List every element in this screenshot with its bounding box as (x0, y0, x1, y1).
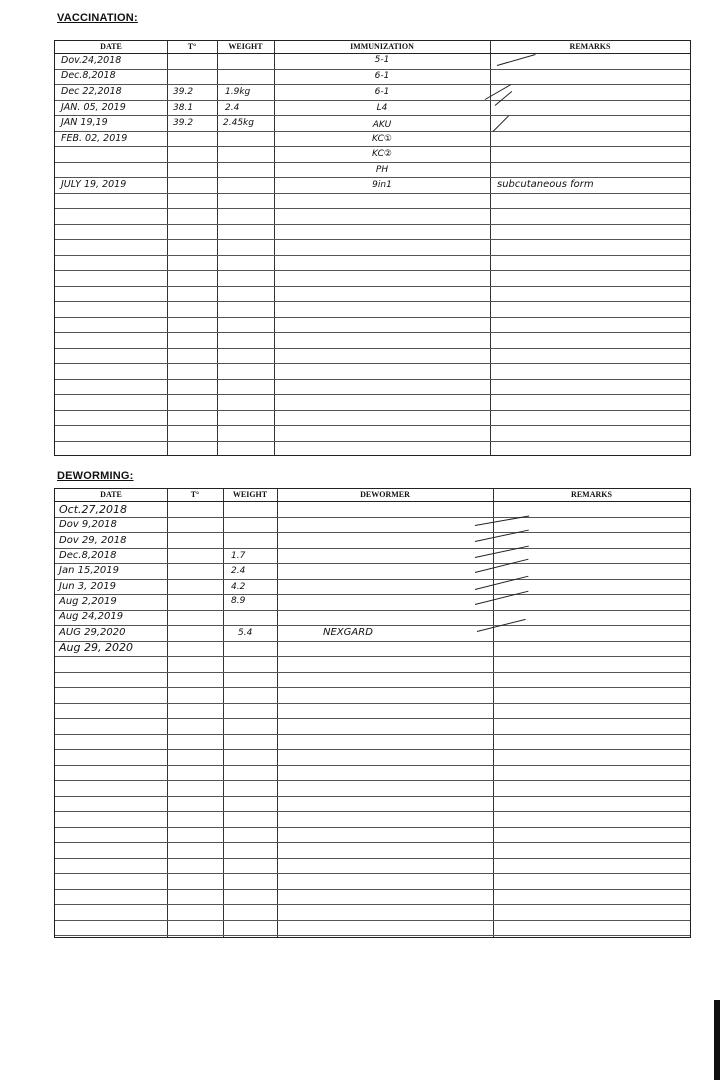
rule-line (55, 425, 690, 426)
vacc-immunization: 9in1 (372, 180, 392, 190)
col-header-remarks: REMARKS (571, 490, 612, 499)
dew-date: Jan 15,2019 (59, 565, 119, 576)
rule-line (55, 115, 690, 116)
rule-line (55, 162, 690, 163)
vacc-immunization: 6-1 (374, 87, 390, 97)
vacc-weight: 2.45kg (223, 118, 254, 128)
column-divider (167, 41, 168, 455)
vacc-immunization: L4 (376, 103, 388, 113)
rule-line (55, 656, 690, 657)
rule-line (55, 625, 690, 626)
vaccination-title: VACCINATION: (57, 12, 138, 24)
vaccination-table (54, 40, 691, 456)
rule-line (55, 703, 690, 704)
col-header-remarks: REMARKS (569, 42, 611, 51)
rule-line (55, 889, 690, 890)
rule-line (55, 672, 690, 673)
vacc-immunization: KC② (371, 149, 392, 159)
col-header-date: DATE (100, 42, 122, 51)
vacc-date: Dov.24,2018 (61, 55, 122, 66)
col-header-weight: WEIGHT (232, 490, 268, 499)
remark-check-mark (497, 54, 536, 66)
rule-line (55, 441, 690, 442)
vacc-date: JULY 19, 2019 (61, 179, 127, 190)
rule-line (55, 332, 690, 333)
vacc-immunization: AKU (372, 120, 392, 130)
rule-line (55, 363, 690, 364)
vacc-date: JAN 19,19 (61, 117, 108, 128)
rule-line (55, 610, 690, 611)
rule-line (55, 548, 690, 549)
column-divider (277, 489, 278, 937)
dew-date: Aug 2,2019 (59, 596, 117, 607)
dew-weight: 8.9 (231, 596, 246, 606)
deworming-title: DEWORMING: (57, 470, 134, 482)
vacc-temp: 39.2 (173, 118, 194, 128)
vacc-weight: 2.4 (225, 103, 240, 113)
vacc-immunization: 6-1 (374, 71, 390, 81)
dew-date: Oct.27,2018 (59, 503, 128, 516)
rule-line (55, 734, 690, 735)
column-divider (223, 489, 224, 937)
rule-line (55, 394, 690, 395)
column-divider (167, 489, 168, 937)
rule-line (55, 827, 690, 828)
rule-line (55, 146, 690, 147)
col-header-dewormer: DEWORMER (360, 490, 410, 499)
rule-line (55, 317, 690, 318)
deworming-table (54, 488, 691, 938)
rule-line (55, 224, 690, 225)
remark-check-mark (475, 559, 529, 573)
rule-line (55, 873, 690, 874)
vacc-date: Dec 22,2018 (61, 86, 122, 97)
remark-check-mark (495, 91, 512, 106)
dew-dewormer: NEXGARD (323, 627, 373, 638)
col-header-immunization: IMMUNIZATION (350, 42, 414, 51)
rule-line (55, 379, 690, 380)
rule-line (55, 563, 690, 564)
rule-line (55, 579, 690, 580)
rule-line (55, 920, 690, 921)
rule-line (55, 348, 690, 349)
dew-weight: 2.4 (231, 566, 246, 576)
remark-check-mark (493, 116, 509, 132)
vacc-date: JAN. 05, 2019 (61, 102, 126, 113)
vacc-remarks: subcutaneous form (497, 179, 594, 190)
dew-date: Dov 9,2018 (59, 519, 117, 530)
dew-date: Aug 24,2019 (59, 611, 124, 622)
rule-line (55, 270, 690, 271)
col-header-weight: WEIGHT (228, 42, 263, 51)
rule-line (55, 100, 690, 101)
rule-line (55, 641, 690, 642)
dew-weight: 1.7 (231, 551, 246, 561)
rule-line (55, 904, 690, 905)
rule-line (55, 811, 690, 812)
vacc-temp: 38.1 (173, 103, 194, 113)
rule-line (55, 84, 690, 85)
rule-line (55, 532, 690, 533)
vacc-date: FEB. 02, 2019 (61, 133, 128, 144)
dew-weight: 5.4 (238, 628, 253, 638)
rule-line (55, 517, 690, 518)
dew-date: Aug 29, 2020 (59, 641, 133, 654)
rule-line (55, 842, 690, 843)
rule-line (55, 255, 690, 256)
vacc-date: Dec.8,2018 (61, 70, 116, 81)
vacc-immunization: 5-1 (374, 55, 390, 65)
rule-line (55, 780, 690, 781)
rule-line (55, 177, 690, 178)
column-divider (217, 41, 218, 455)
dew-weight: 4.2 (231, 582, 246, 592)
rule-line (55, 796, 690, 797)
col-header-temp: T° (187, 42, 197, 51)
vacc-immunization: KC① (371, 134, 392, 144)
column-divider (490, 41, 491, 455)
dew-date: AUG 29,2020 (59, 627, 126, 638)
rule-line (55, 718, 690, 719)
rule-line (55, 749, 690, 750)
rule-line (55, 286, 690, 287)
vacc-immunization: PH (375, 165, 389, 175)
rule-line (55, 858, 690, 859)
scan-edge-mark (714, 1000, 720, 1080)
dew-date: Dov 29, 2018 (59, 535, 127, 546)
col-header-date: DATE (100, 490, 122, 499)
dew-date: Dec.8,2018 (59, 550, 117, 561)
vacc-temp: 39.2 (173, 87, 194, 97)
rule-line (55, 594, 690, 595)
rule-line (55, 410, 690, 411)
rule-line (55, 687, 690, 688)
rule-line (55, 301, 690, 302)
rule-line (55, 208, 690, 209)
column-divider (493, 489, 494, 937)
col-header-temp: T° (190, 490, 200, 499)
rule-line (55, 765, 690, 766)
rule-line (55, 935, 690, 936)
vacc-weight: 1.9kg (225, 87, 251, 97)
rule-line (55, 501, 690, 502)
remark-check-mark (475, 591, 529, 605)
dew-date: Jun 3, 2019 (59, 581, 116, 592)
rule-line (55, 193, 690, 194)
rule-line (55, 239, 690, 240)
